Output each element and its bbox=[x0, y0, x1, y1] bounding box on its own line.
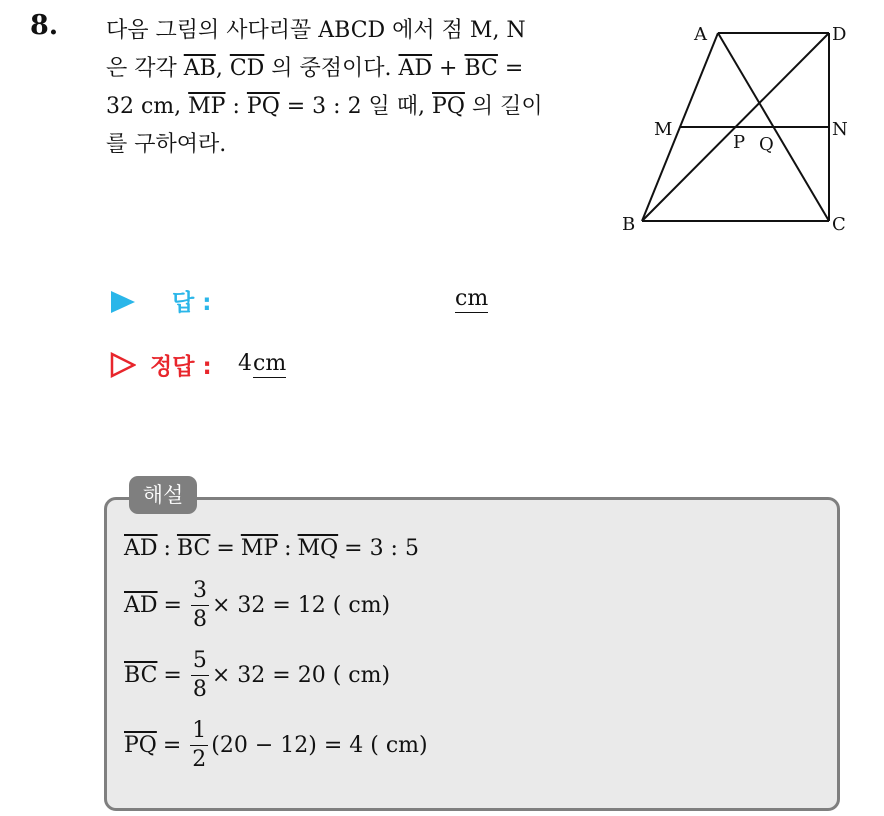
explanation-line-4 bbox=[124, 720, 428, 771]
q2-plus: + bbox=[432, 56, 465, 81]
question-line-3 bbox=[106, 88, 606, 126]
question-line-2 bbox=[106, 50, 606, 88]
correct-label: 정답 : bbox=[150, 354, 212, 380]
question-number: 8. bbox=[30, 10, 59, 41]
label-p: P bbox=[733, 132, 746, 153]
q3-mid: = 3 : 2 일 때, bbox=[279, 94, 433, 119]
q2-pre: 은 각각 bbox=[106, 56, 184, 81]
exp1-seg-ad: $\overline{AD}$ bbox=[124, 536, 158, 561]
answer-label: 답 : bbox=[172, 290, 212, 316]
exp3-seg-bc: $\overline{BC}$ bbox=[124, 663, 158, 688]
label-a: A bbox=[694, 24, 707, 45]
question-text bbox=[106, 12, 606, 164]
exp1-rest: = 3 : 5 bbox=[344, 536, 419, 561]
question-line-1 bbox=[106, 12, 606, 50]
q2-eq: = bbox=[497, 56, 524, 81]
exp1-seg-mp: $\overline{MP}$ bbox=[240, 536, 279, 561]
segment-bc: $\overline{BC}$ bbox=[464, 56, 498, 81]
exp1-seg-bc: $\overline{BC}$ bbox=[176, 536, 211, 561]
correct-value: 4 bbox=[238, 351, 252, 376]
exp1-colon-1: : bbox=[163, 536, 171, 561]
explanation-tab: 해설 bbox=[129, 476, 197, 514]
q3-post: 의 길이 bbox=[464, 94, 543, 119]
segment-pq: $\overline{PQ}$ bbox=[246, 94, 280, 119]
label-b: B bbox=[622, 214, 636, 235]
explanation-line-1 bbox=[124, 536, 419, 561]
exp3-rest: × 32 = 20 ( cm) bbox=[211, 663, 391, 688]
explanation-line-3 bbox=[124, 650, 390, 701]
exp4-denominator: 2 bbox=[192, 747, 207, 772]
exp4-eq: = bbox=[162, 733, 182, 758]
label-c: C bbox=[832, 214, 846, 235]
outline-play-icon bbox=[110, 352, 136, 378]
play-icon bbox=[110, 290, 136, 314]
exp1-colon-2: : bbox=[284, 536, 292, 561]
q3-colon: : bbox=[225, 94, 247, 119]
correct-answer-row bbox=[110, 346, 510, 386]
question-line-4-text: 를 구하여라. bbox=[106, 132, 227, 157]
exp2-fraction bbox=[191, 580, 209, 631]
label-n: N bbox=[832, 119, 848, 140]
segment-pq-2: $\overline{PQ}$ bbox=[432, 94, 465, 119]
trapezoid-figure bbox=[618, 14, 854, 238]
q2-post: 의 중점이다. bbox=[264, 56, 399, 81]
q2-mid: , bbox=[215, 56, 230, 81]
exp3-denominator: 8 bbox=[192, 677, 207, 702]
exp1-seg-mq: $\overline{MQ}$ bbox=[297, 536, 339, 561]
segment-ab: $\overline{AB}$ bbox=[183, 56, 216, 81]
segment-ad: $\overline{AD}$ bbox=[398, 56, 433, 81]
exp4-numerator: 1 bbox=[190, 720, 208, 746]
exp2-denominator: 8 bbox=[192, 607, 207, 632]
exp2-seg-ad: $\overline{AD}$ bbox=[124, 593, 158, 618]
segment-cd: $\overline{CD}$ bbox=[229, 56, 265, 81]
q3-pre: 32 cm, bbox=[106, 94, 189, 119]
exp4-fraction bbox=[190, 720, 208, 771]
label-d: D bbox=[832, 24, 847, 45]
exp2-rest: × 32 = 12 ( cm) bbox=[211, 593, 391, 618]
exp4-seg-pq: $\overline{PQ}$ bbox=[124, 733, 157, 758]
exp2-numerator: 3 bbox=[191, 580, 209, 606]
answer-unit[interactable]: cm bbox=[455, 286, 489, 311]
exp3-numerator: 5 bbox=[191, 650, 209, 676]
exp4-rest: (20 − 12) = 4 ( cm) bbox=[211, 733, 428, 758]
question-line-4 bbox=[106, 126, 606, 164]
exp1-eq: = bbox=[216, 536, 235, 561]
label-q: Q bbox=[759, 134, 774, 155]
label-m: M bbox=[654, 119, 673, 140]
correct-unit: cm bbox=[253, 351, 287, 376]
question-line-1-text: 다음 그림의 사다리꼴 ABCD 에서 점 M, N bbox=[106, 18, 526, 43]
exp2-eq: = bbox=[163, 593, 182, 618]
exp3-eq: = bbox=[163, 663, 182, 688]
exp3-fraction bbox=[191, 650, 209, 701]
explanation-line-2 bbox=[124, 580, 390, 631]
answer-row bbox=[110, 282, 530, 322]
segment-mp: $\overline{MP}$ bbox=[188, 94, 226, 119]
